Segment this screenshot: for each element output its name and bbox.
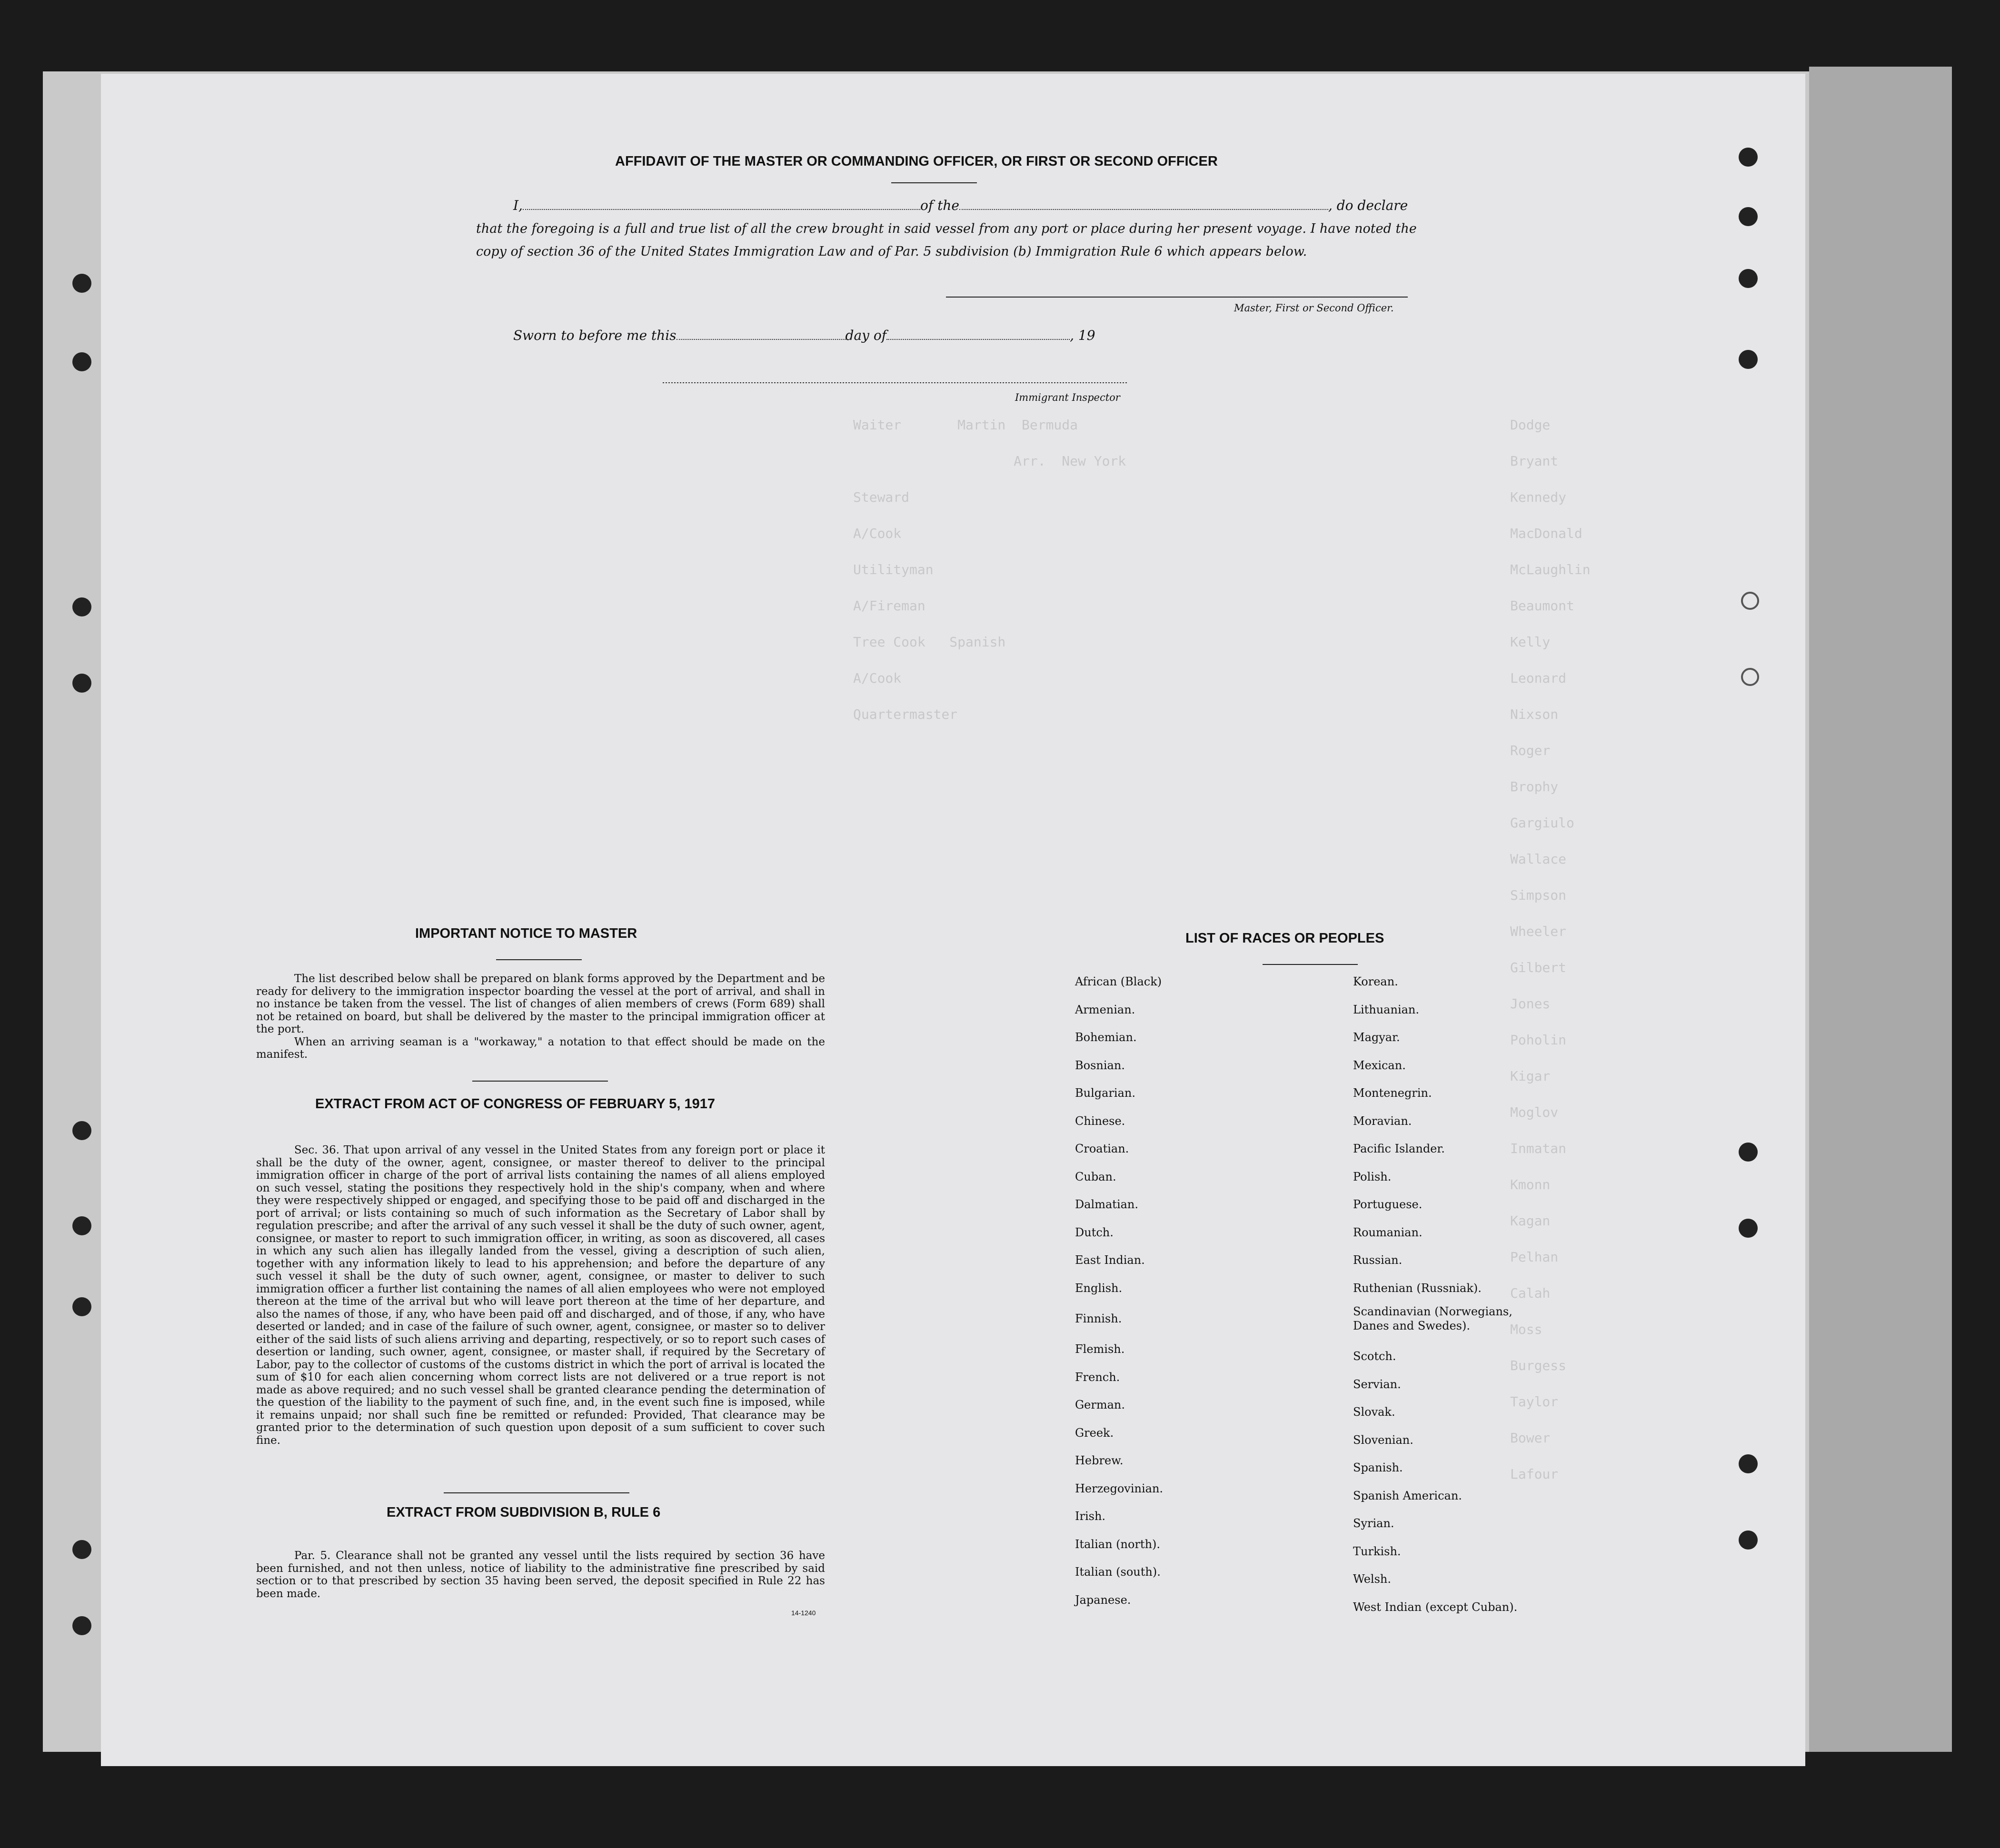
races-title: LIST OF RACES OR PEOPLES <box>1185 931 1384 946</box>
race-item: Flemish. <box>1075 1342 1125 1356</box>
punch-hole <box>1739 1454 1758 1473</box>
notice-title-underline <box>496 959 582 960</box>
race-item: Italian (north). <box>1075 1537 1161 1551</box>
punch-hole <box>72 1216 91 1235</box>
punch-hole <box>72 1297 91 1316</box>
affidavit-line-2: that the foregoing is a full and true list of all the crew brought in said vessel from any port or place during her present voyage. I have noted the <box>476 221 1417 236</box>
race-item: Japanese. <box>1075 1593 1131 1607</box>
race-item: Cuban. <box>1075 1170 1116 1183</box>
race-item: Scotch. <box>1353 1350 1396 1363</box>
bleed-through-text: Waiter Martin Bermuda Arr. New York Steward A/Cook Utilityman A/Fireman Tree Cook Spanish A/Cook Quartermaster <box>853 417 1126 722</box>
race-item: Bulgarian. <box>1075 1086 1135 1100</box>
race-item: Syrian. <box>1353 1517 1394 1530</box>
race-item: Portuguese. <box>1353 1198 1423 1211</box>
race-item: Welsh. <box>1353 1572 1391 1586</box>
race-item: Magyar. <box>1353 1031 1400 1044</box>
race-item: Spanish. <box>1353 1461 1403 1474</box>
punch-hole <box>72 597 91 616</box>
races-list-right <box>1353 968 1534 1621</box>
underlying-sheet-edge <box>1809 67 1952 1752</box>
punch-hole <box>1739 350 1758 369</box>
sworn-line <box>513 328 1095 343</box>
race-item: Dutch. <box>1075 1225 1114 1239</box>
races-title-underline <box>1263 964 1358 965</box>
race-item: Montenegrin. <box>1353 1086 1432 1100</box>
affidavit-title: AFFIDAVIT OF THE MASTER OR COMMANDING OFFICER, OR FIRST OR SECOND OFFICER <box>615 154 1218 169</box>
race-item: Slovak. <box>1353 1405 1395 1419</box>
race-item: Russian. <box>1353 1253 1403 1267</box>
race-item: Herzegovinian. <box>1075 1481 1164 1495</box>
punch-hole <box>1741 592 1759 610</box>
race-item: Finnish. <box>1075 1312 1122 1325</box>
race-item: Croatian. <box>1075 1142 1129 1155</box>
race-item: West Indian (except Cuban). <box>1353 1600 1518 1614</box>
races-list-left <box>1075 968 1163 1614</box>
race-item: Dalmatian. <box>1075 1198 1139 1211</box>
section-divider <box>472 1081 608 1082</box>
sworn-prefix: Sworn to before me this <box>513 328 677 343</box>
race-item: Chinese. <box>1075 1114 1125 1128</box>
race-item: Italian (south). <box>1075 1565 1161 1579</box>
punch-hole <box>72 274 91 293</box>
punch-hole <box>1739 1143 1758 1162</box>
sworn-day-field[interactable] <box>677 328 846 340</box>
race-item: Servian. <box>1353 1377 1401 1391</box>
punch-hole <box>1739 1219 1758 1238</box>
race-item: German. <box>1075 1398 1125 1411</box>
race-item: Slovenian. <box>1353 1433 1413 1447</box>
master-name-field[interactable] <box>523 199 920 210</box>
section-divider <box>444 1492 629 1493</box>
notice-text <box>256 973 825 1061</box>
master-signature-line[interactable] <box>946 297 1408 298</box>
affidavit-i-label: I, <box>513 198 523 213</box>
affidavit-of-the-label: of the <box>920 198 959 213</box>
act-extract-title: EXTRACT FROM ACT OF CONGRESS OF FEBRUARY 5, 1917 <box>315 1096 716 1112</box>
punch-hole <box>1739 148 1758 167</box>
sworn-year-label: , 19 <box>1070 328 1095 343</box>
race-item: Polish. <box>1353 1170 1392 1183</box>
notice-title: IMPORTANT NOTICE TO MASTER <box>415 926 637 941</box>
race-item: Lithuanian. <box>1353 1003 1420 1016</box>
race-item: Roumanian. <box>1353 1225 1423 1239</box>
bleed-through-text: Dodge Bryant Kennedy MacDonald McLaughlin Beaumont Kelly Leonard Nixson Roger Brophy Gargiulo Wallace Simpson Wheeler Gilbert Jones Poholin Kigar Moglov Inmatan Kmonn Kagan Pelhan Calah Moss Burgess Taylor Bower Lafour <box>1510 417 1591 1482</box>
race-item: Bohemian. <box>1075 1031 1137 1044</box>
race-item: Turkish. <box>1353 1544 1401 1558</box>
notice-paragraph-2: When an arriving seaman is a "workaway," a notation to that effect should be made on the manifest. <box>256 1035 825 1061</box>
race-item: Scandinavian (Norwegians, Danes and Swedes). <box>1353 1305 1512 1332</box>
punch-hole <box>72 1121 91 1140</box>
race-item: Ruthenian (Russniak). <box>1353 1281 1482 1295</box>
race-item: Korean. <box>1353 975 1398 988</box>
punch-hole <box>1739 207 1758 226</box>
affidavit-line-3: copy of section 36 of the United States Immigration Law and of Par. 5 subdivision (b) Immigration Rule 6 which appears below. <box>476 244 1307 259</box>
affidavit-declare-label: , do declare <box>1328 198 1408 213</box>
race-item: African (Black) <box>1075 975 1162 988</box>
notice-paragraph-1: The list described below shall be prepared on blank forms approved by the Department and be ready for delivery to the immigration inspector boarding the vessel at the port of arrival, and shall in no instance be taken from the vessel. The list of changes of alien members of crews (Form 689) shall not be retained on board, but shall be delivered by the master to the principal immigration officer at the port. <box>256 973 825 1035</box>
race-item: Irish. <box>1075 1510 1106 1523</box>
race-item: East Indian. <box>1075 1253 1145 1267</box>
master-signature-caption: Master, First or Second Officer. <box>1234 302 1394 314</box>
rule-extract-paragraph: Par. 5. Clearance shall not be granted any vessel until the lists required by section 36 have been furnished, and not then unless, notice of liability to the administrative fine prescribed by said section or to that prescribed by section 35 having been served, the deposit specified in Rule 22 has been made. <box>256 1550 825 1600</box>
punch-hole <box>72 1540 91 1559</box>
race-item: Armenian. <box>1075 1003 1135 1016</box>
race-item: Bosnian. <box>1075 1058 1125 1072</box>
affidavit-line-1 <box>513 198 1408 213</box>
rule-extract-text <box>256 1550 825 1600</box>
punch-hole <box>72 352 91 371</box>
race-item: Mexican. <box>1353 1058 1406 1072</box>
act-extract-paragraph: Sec. 36. That upon arrival of any vessel in the United States from any foreign port or place it shall be the duty of the owner, agent, consignee, or master thereof to deliver to the principal immigration officer in charge of the port of arrival lists containing the names of all aliens employed on such vessel, stating the positions they respectively hold in the ship's company, when and where they were respectively shipped or engaged, and specifying those to be paid off and discharged in the port of arrival; or lists containing so much of such information as the Secretary of Labor shall by regulation prescribe; and after the arrival of any such vessel it shall be the duty of such owner, agent, consignee, or master to report to such immigration officer, in writing, as soon as discovered, all cases in which any such alien has illegally landed from the vessel, giving a description of such alien, together with any information likely to lead to his apprehension; and before the departure of any such vessel it shall be the duty of such owner, agent, consignee, or master to deliver to such immigration officer a further list containing the names of all alien employees who were not employed thereon at the time of the arrival but who will leave port thereon at the time of her departure, and also the names of those, if any, who have been paid off and discharged, and of those, if any, who have deserted or landed; and in case of the failure of such owner, agent, consignee, or master so to deliver either of the said lists of such aliens arriving and departing, respectively, or so to report such cases of desertion or landing, such owner, agent, consignee, or master shall, if required by the Secretary of Labor, pay to the collector of customs of the customs district in which the port of arrival is located the sum of $10 for each alien concerning whom correct lists are not delivered or a true report is not made as above required; and no such vessel shall be granted clearance pending the determination of the question of the liability to the payment of such fine, and, in the event such fine is imposed, while it remains unpaid; nor shall such fine be remitted or refunded: Provided, That clearance may be granted prior to the determination of such question upon deposit of a sum sufficient to cover such fine. <box>256 1144 825 1447</box>
sworn-day-of-label: day of <box>845 328 887 343</box>
form-page <box>101 74 1805 1766</box>
form-number: 14-1240 <box>791 1609 816 1617</box>
race-item: Greek. <box>1075 1426 1114 1440</box>
sworn-month-field[interactable] <box>886 328 1070 340</box>
punch-hole <box>1739 269 1758 288</box>
punch-hole <box>72 1616 91 1635</box>
affidavit-title-underline <box>891 182 977 183</box>
punch-hole <box>1741 668 1759 686</box>
punch-hole <box>72 674 91 693</box>
inspector-caption: Immigrant Inspector <box>1015 392 1120 403</box>
vessel-name-field[interactable] <box>959 199 1328 210</box>
act-extract-text <box>256 1144 825 1447</box>
race-item: English. <box>1075 1281 1123 1295</box>
race-item: Moravian. <box>1353 1114 1412 1128</box>
race-item: Pacific Islander. <box>1353 1142 1445 1155</box>
rule-extract-title: EXTRACT FROM SUBDIVISION B, RULE 6 <box>387 1505 661 1520</box>
punch-hole <box>1739 1530 1758 1550</box>
race-item: Spanish American. <box>1353 1489 1462 1502</box>
inspector-signature-line[interactable] <box>663 382 1127 383</box>
race-item: French. <box>1075 1370 1120 1384</box>
race-item: Hebrew. <box>1075 1454 1124 1467</box>
